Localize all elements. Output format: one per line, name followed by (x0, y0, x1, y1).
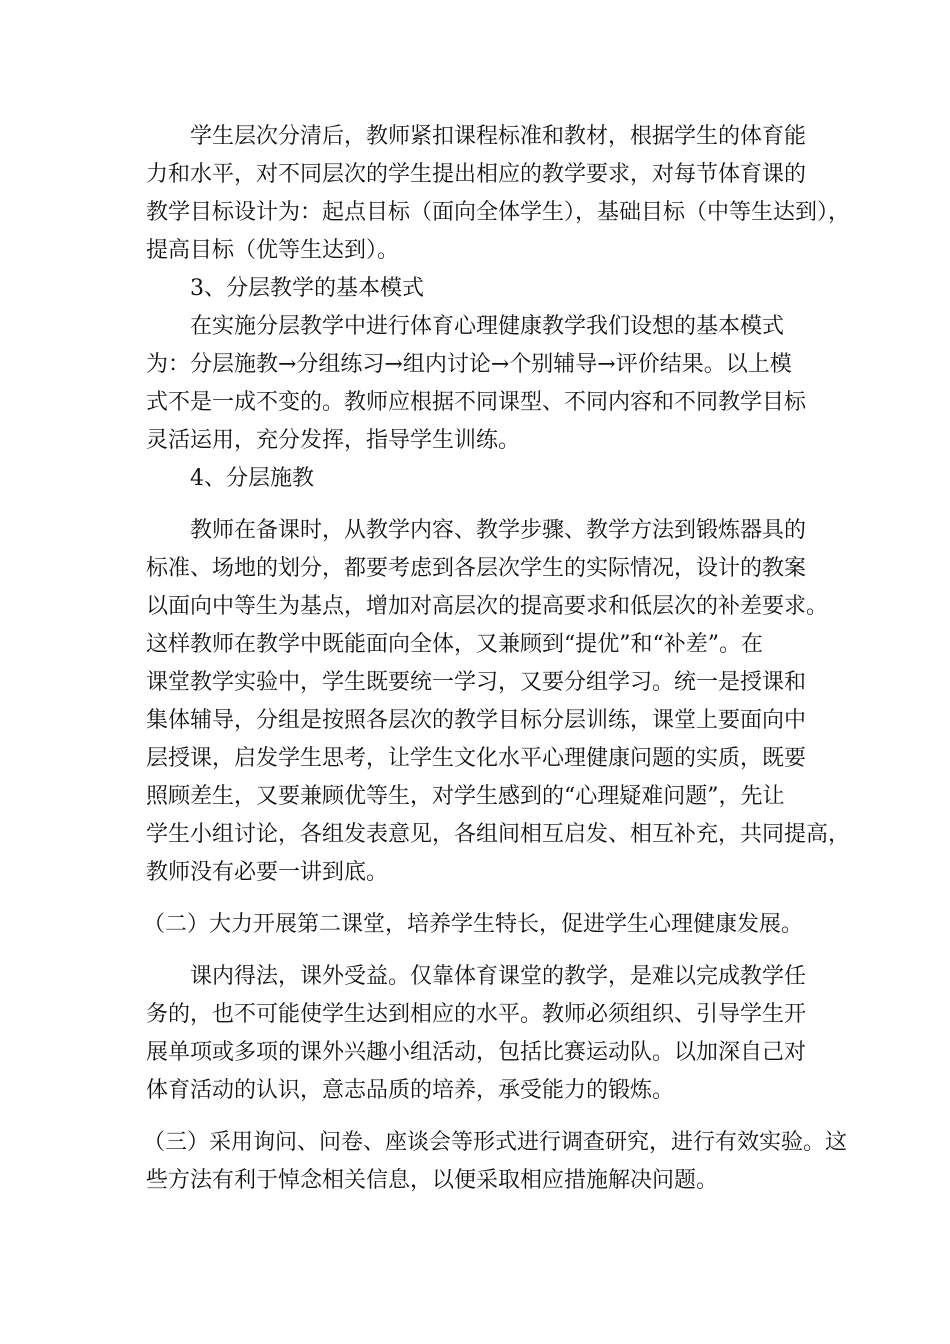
body-text-line: 标准、场地的划分，都要考虑到各层次学生的实际情况，设计的教案 (146, 556, 807, 581)
body-text-line: 这样教师在教学中既能面向全体，又兼顾到“提优”和“补差”。在 (146, 632, 763, 657)
body-text-line: 些方法有利于悼念相关信息，以便采取相应措施解决问题。 (146, 1168, 719, 1193)
section-heading: 4、分层施教 (190, 466, 314, 491)
body-text-line: 教师在备课时，从教学内容、教学步骤、教学方法到锻炼器具的 (190, 518, 807, 543)
body-text-line: 展单项或多项的课外兴趣小组活动，包括比赛运动队。以加深自己对 (146, 1040, 807, 1065)
section-title: （二）大力开展第二课堂，培养学生特长，促进学生心理健康发展。 (143, 912, 804, 937)
body-text-line: 层授课，启发学生思考，让学生文化水平心理健康问题的实质，既要 (146, 746, 807, 771)
body-text-line: 体育活动的认识，意志品质的培养，承受能力的锻炼。 (146, 1078, 675, 1103)
body-text-line: 集体辅导，分组是按照各层次的教学目标分层训练，课堂上要面向中 (146, 708, 807, 733)
body-text-line: 式不是一成不变的。教师应根据不同课型、不同内容和不同教学目标 (146, 390, 807, 415)
body-text-line: 为：分层施教→分组练习→组内讨论→个别辅导→评价结果。以上模 (146, 352, 792, 377)
body-text-line: 教师没有必要一讲到底。 (146, 860, 389, 885)
body-text-line: 学生小组讨论，各组发表意见，各组间相互启发、相互补充，共同提高， (146, 822, 851, 847)
body-text-line: 以面向中等生为基点，增加对高层次的提高要求和低层次的补差要求。 (146, 594, 829, 619)
body-text-line: 在实施分层教学中进行体育心理健康教学我们设想的基本模式 (190, 314, 785, 339)
body-text-line: 学生层次分清后，教师紧扣课程标准和教材，根据学生的体育能 (190, 124, 807, 149)
section-heading: 3、分层教学的基本模式 (190, 276, 424, 301)
body-text-line: 教学目标设计为：起点目标（面向全体学生），基础目标（中等生达到）， (146, 200, 851, 225)
body-text-line: 务的，也不可能使学生达到相应的水平。教师必须组织、引导学生开 (146, 1002, 807, 1027)
body-text-line: 灵活运用，充分发挥，指导学生训练。 (146, 428, 521, 453)
body-text-line: 照顾差生，又要兼顾优等生，对学生感到的“心理疑难问题”，先让 (146, 784, 785, 809)
body-text-line: 课堂教学实验中，学生既要统一学习，又要分组学习。统一是授课和 (146, 670, 807, 695)
body-text-line: 提高目标（优等生达到）。 (146, 238, 400, 263)
section-title: （三）采用询问、问卷、座谈会等形式进行调查研究，进行有效实验。这 (143, 1130, 848, 1155)
body-text-line: 课内得法，课外受益。仅靠体育课堂的教学，是难以完成教学任 (190, 964, 807, 989)
body-text-line: 力和水平，对不同层次的学生提出相应的教学要求，对每节体育课的 (146, 162, 807, 187)
